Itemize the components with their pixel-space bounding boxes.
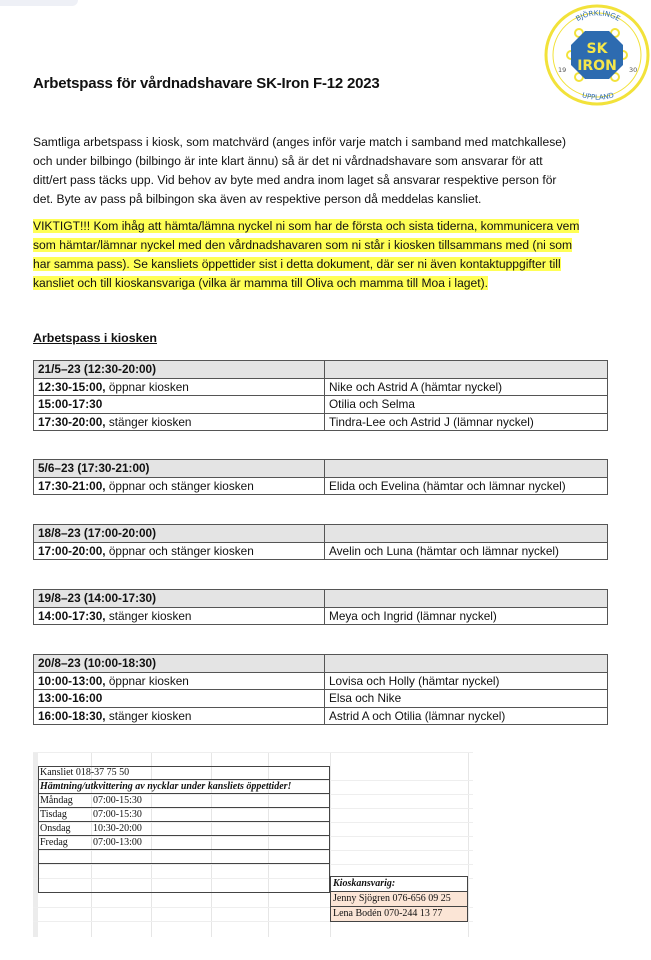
logo-text-top: BJÖRKLINGE	[574, 9, 622, 23]
kioskansvarig-heading: Kioskansvarig:	[331, 877, 467, 891]
shift-row	[34, 607, 608, 625]
kansliet-notice: Hämtning/utkvittering av nycklar under kansliets öppettider!	[38, 780, 330, 794]
important-line: kansliet och till kioskansvariga (vilka är mamma till Oliva och mamma till Moa i laget).	[33, 276, 488, 290]
kansliet-phone: Kansliet 018-37 75 50	[38, 766, 330, 780]
kansliet-spreadsheet-image	[33, 752, 473, 952]
shift-note: stänger kiosken	[105, 708, 192, 723]
shift-time-cell	[34, 396, 325, 414]
shift-date: 18/8–23 (17:00-20:00)	[34, 525, 325, 543]
shift-time-cell	[34, 542, 325, 560]
shift-table	[33, 589, 608, 625]
intro-line: och under bilbingo (bilbingo är inte klart ännu) så är det ni vårdnadshavare som ansvarar för att	[33, 154, 543, 168]
shift-note: öppnar och stänger kiosken	[105, 543, 254, 558]
shift-date: 5/6–23 (17:30-21:00)	[34, 460, 325, 478]
hours-time: 10:30-20:00	[93, 823, 142, 834]
shift-people: Tindra-Lee och Astrid J (lämnar nyckel)	[325, 413, 608, 431]
shift-time: 17:30-20:00,	[38, 414, 106, 429]
window-edge-fragment	[0, 0, 78, 6]
shift-people: Elsa och Nike	[325, 690, 608, 708]
shift-time-cell	[34, 607, 325, 625]
shift-row	[34, 542, 608, 560]
hours-row	[38, 794, 330, 808]
important-line: VIKTIGT!!! Kom ihåg att hämta/lämna nyckel ni som har de första och sista tiderna, kommunicera vem	[33, 219, 580, 233]
shift-time-cell	[34, 707, 325, 725]
logo-text-sk: SK	[586, 41, 608, 57]
empty-cell	[325, 525, 608, 543]
shift-time-cell	[34, 690, 325, 708]
shift-time: 15:00-17:30	[38, 397, 103, 412]
shift-date: 19/8–23 (14:00-17:30)	[34, 590, 325, 608]
shift-note: öppnar kiosken	[105, 673, 189, 688]
shift-table	[33, 524, 608, 560]
logo-year-left: 19	[558, 66, 567, 74]
shift-note: stänger kiosken	[105, 414, 192, 429]
empty-cell	[325, 655, 608, 673]
intro-line: ditt/ert pass täcks upp. Vid behov av byte med andra inom laget så ansvarar respektive person för	[33, 173, 557, 187]
shift-date-row	[34, 460, 608, 478]
hours-row	[38, 822, 330, 836]
shift-people: Meya och Ingrid (lämnar nyckel)	[325, 607, 608, 625]
gridline	[33, 752, 473, 753]
shift-people: Elida och Evelina (hämtar och lämnar nyckel)	[325, 477, 608, 495]
shift-time: 13:00-16:00	[38, 691, 103, 706]
hours-time: 07:00-13:00	[93, 837, 142, 848]
shift-people: Astrid A och Otilia (lämnar nyckel)	[325, 707, 608, 725]
intro-line: Samtliga arbetspass i kiosk, som matchvärd (anges inför varje match i samband med matchkallese)	[33, 135, 567, 149]
shift-row	[34, 396, 608, 414]
shift-date-row	[34, 361, 608, 379]
intro-line: det. Byte av pass på bilbingon ska även av respektive person då meddelas kansliet.	[33, 192, 482, 206]
logo-text-bottom: UPPLAND	[581, 91, 615, 102]
shift-time: 17:00-20:00,	[38, 543, 106, 558]
shift-row	[34, 413, 608, 431]
empty-cell	[325, 590, 608, 608]
shift-time: 17:30-21:00,	[38, 478, 106, 493]
shift-time: 12:30-15:00,	[38, 379, 106, 394]
hours-time: 07:00-15:30	[93, 795, 142, 806]
section-heading-kiosk-shifts: Arbetspass i kiosken	[33, 331, 157, 345]
kioskansvarig-contact: Jenny Sjögren 076-656 09 25	[331, 891, 467, 906]
shift-date: 21/5–23 (12:30-20:00)	[34, 361, 325, 379]
shift-people: Otilia och Selma	[325, 396, 608, 414]
empty-row	[38, 850, 330, 864]
shift-time: 16:00-18:30,	[38, 708, 106, 723]
empty-cell	[325, 460, 608, 478]
shift-date-row	[34, 525, 608, 543]
important-line: har samma pass). Se kansliets öppettider sist i detta dokument, där ser ni även kontaktuppgifter till	[33, 257, 561, 271]
empty-cell	[325, 361, 608, 379]
logo-year-right: 30	[629, 66, 638, 74]
hours-day: Fredag	[40, 837, 68, 848]
shift-table	[33, 654, 608, 725]
shift-row	[34, 477, 608, 495]
hours-time: 07:00-15:30	[93, 809, 142, 820]
shift-time-cell	[34, 477, 325, 495]
shift-date-row	[34, 655, 608, 673]
kioskansvarig-contact: Lena Bodén 070-244 13 77	[331, 906, 467, 921]
shift-people: Avelin och Luna (hämtar och lämnar nyckel)	[325, 542, 608, 560]
important-paragraph	[33, 217, 613, 293]
shift-time-cell	[34, 378, 325, 396]
document-title: Arbetspass för vårdnadshavare SK-Iron F-12 2023	[33, 75, 380, 92]
hours-row	[38, 808, 330, 822]
hours-day: Tisdag	[40, 809, 67, 820]
kioskansvarig-box	[330, 876, 468, 922]
shift-row	[34, 672, 608, 690]
shift-note: öppnar kiosken	[105, 379, 189, 394]
shift-row	[34, 378, 608, 396]
shift-time: 10:00-13:00,	[38, 673, 106, 688]
shift-table	[33, 459, 608, 495]
shift-note: öppnar och stänger kiosken	[105, 478, 254, 493]
intro-paragraph	[33, 133, 613, 209]
shift-row	[34, 690, 608, 708]
hours-day: Onsdag	[40, 823, 71, 834]
shift-row	[34, 707, 608, 725]
hours-row	[38, 836, 330, 850]
important-line: som hämtar/lämnar nyckel med den vårdnadshavaren som ni står i kiosken tillsammans med (ni som	[33, 238, 573, 252]
hours-day: Måndag	[40, 795, 73, 806]
shift-table	[33, 360, 608, 431]
shift-people: Nike och Astrid A (hämtar nyckel)	[325, 378, 608, 396]
shift-note: stänger kiosken	[105, 608, 192, 623]
shift-time: 14:00-17:30,	[38, 608, 106, 623]
shift-people: Lovisa och Holly (hämtar nyckel)	[325, 672, 608, 690]
shift-time-cell	[34, 413, 325, 431]
logo-text-iron: IRON	[577, 58, 617, 74]
sk-iron-club-logo	[543, 3, 651, 107]
shift-date-row	[34, 590, 608, 608]
shift-time-cell	[34, 672, 325, 690]
shift-date: 20/8–23 (10:00-18:30)	[34, 655, 325, 673]
